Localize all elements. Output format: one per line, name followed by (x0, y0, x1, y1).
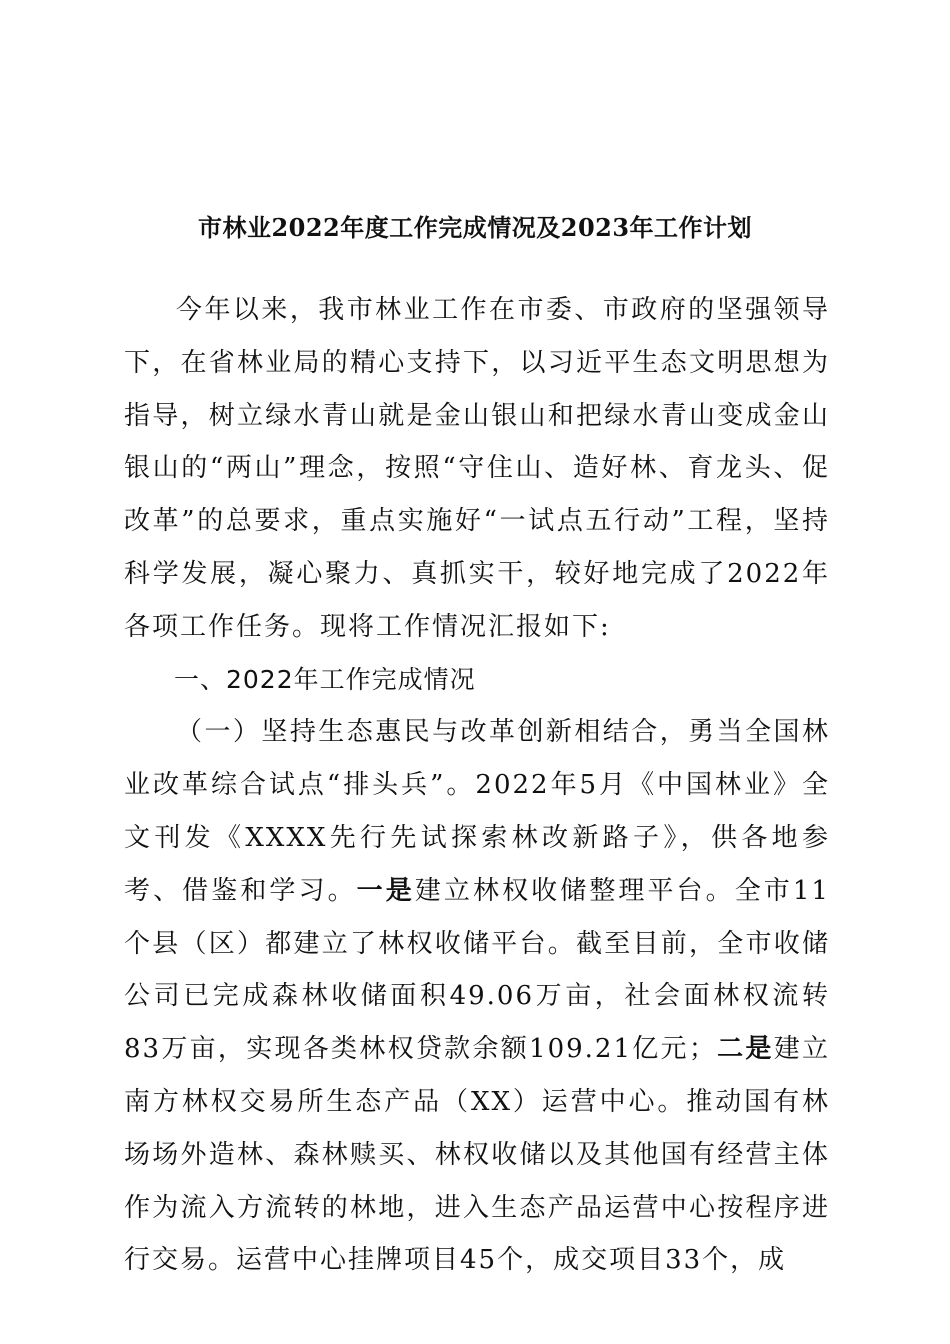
document-title: 市林业2022年度工作完成情况及2023年工作计划 (197, 213, 753, 242)
lead-phrase-first: 一是 (356, 875, 415, 906)
subsection-intro-text: （一）坚持生态惠民与改革创新相结合，勇当全国林业改革综合试点“排头兵”。2022年5月《中国林业》全文刊发《XXXX先行先试探索林改新路子》，供各地参考、借鉴和学习。 (124, 717, 830, 906)
lead-phrase-second: 二是 (716, 1034, 774, 1065)
second-point-text: 建立南方林权交易所生态产品（XX）运营中心。推动国有林场场外造林、森林赎买、林权收储以及其他国有经营主体作为流入方流转的林地，进入生态产品运营中心按程序进行交易。运营中心挂牌项目45个，成交项目33个，成 (124, 1034, 830, 1276)
first-point-text: 建立林权收储整理平台。全市11个县（区）都建立了林权收储平台。截至目前，全市收储公司已完成森林收储面积49.06万亩，社会面林权流转83万亩，实现各类林权贷款余额109.21亿元； (124, 875, 830, 1065)
section-heading: 一、2022年工作完成情况 (174, 664, 476, 694)
intro-paragraph: 今年以来，我市林业工作在市委、市政府的坚强领导下，在省林业局的精心支持下，以习近平生态文明思想为指导，树立绿水青山就是金山银山和把绿水青山变成金山银山的“两山”理念，按照“守住山、造好林、育龙头、促改革”的总要求，重点实施好“一试点五行动”工程，坚持科学发展，凝心聚力、真抓实干，较好地完成了2022年各项工作任务。现将工作情况汇报如下: (124, 295, 830, 642)
document-body (124, 284, 830, 1287)
subsection-paragraph (124, 706, 830, 1287)
